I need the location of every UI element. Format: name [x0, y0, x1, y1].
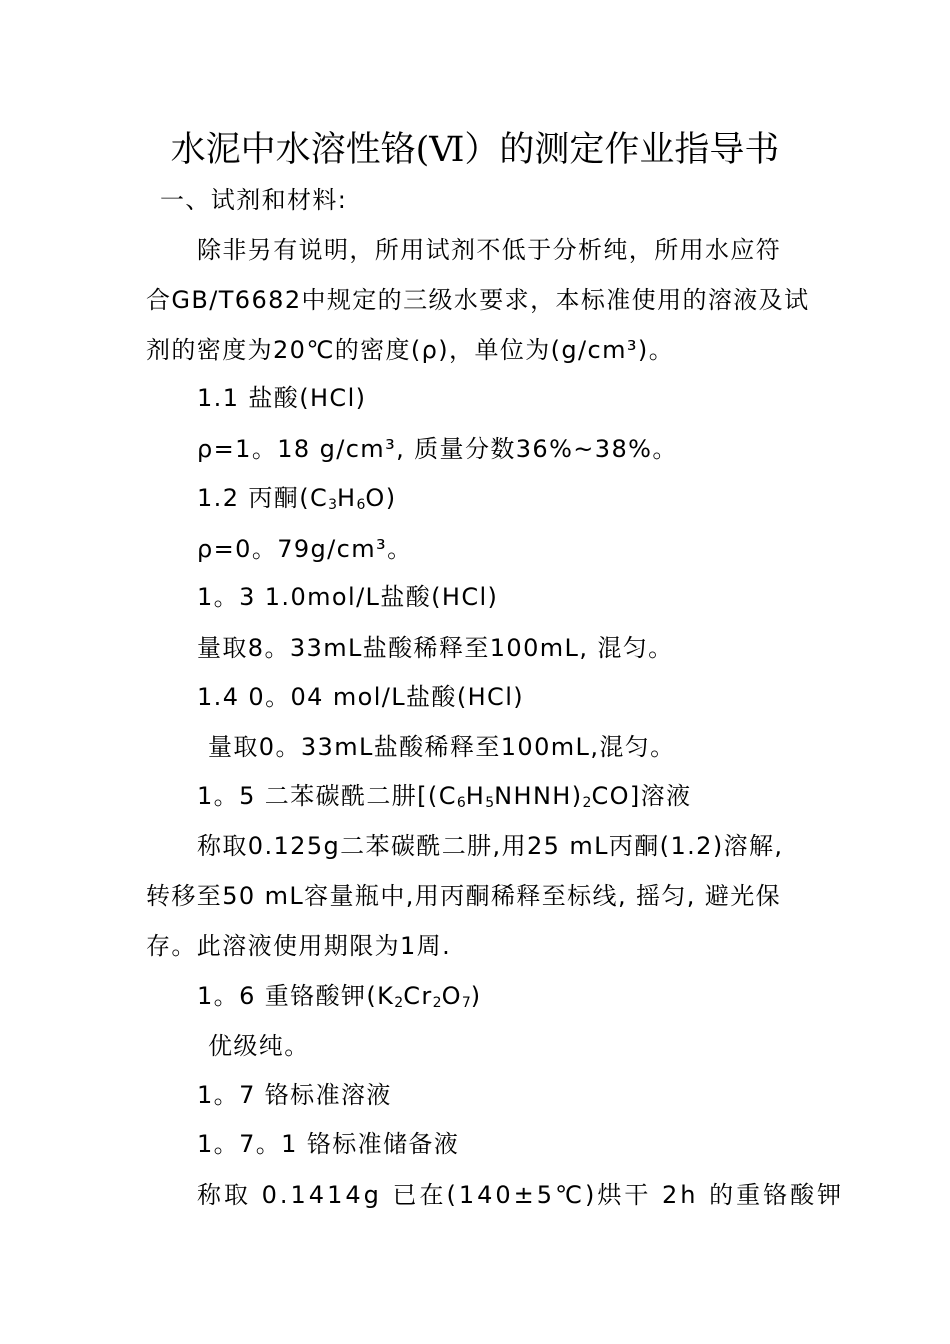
- item-desc-1-1: ρ=1。18 g/cm³, 质量分数36%~38%。: [197, 435, 678, 463]
- item-desc-1-5-line-1: 称取0.125g二苯碳酰二肼,用25 mL丙酮(1.2)溶解,: [197, 832, 784, 860]
- intro-line-1: 除非另有说明，所用试剂不低于分析纯，所用水应符: [197, 236, 782, 264]
- item-heading-1-6: 1。6 重铬酸钾$(K_2Cr_2O_7)$: [197, 982, 482, 1011]
- item-desc-1-4: 量取0。33mL盐酸稀释至100mL,混匀。: [208, 733, 676, 761]
- item-desc-1-6: 优级纯。: [208, 1032, 310, 1060]
- item-heading-1-4: 1.4 0。04 mol/L盐酸(HCl): [197, 683, 525, 711]
- item-desc-1-7-1: 称取 0.1414g 已在(140±5℃)烘干 2h 的重铬酸钾: [197, 1181, 845, 1209]
- item-desc-1-2: ρ=0。79g/cm³。: [197, 535, 413, 563]
- item-heading-1-2: 1.2 丙酮$(C_3H_6O)$: [197, 484, 397, 513]
- intro-line-3: 剂的密度为20℃的密度(ρ)，单位为(g/cm³)。: [146, 336, 675, 364]
- item-desc-1-5-line-2: 转移至50 mL容量瓶中,用丙酮稀释至标线, 摇匀, 避光保: [146, 882, 782, 910]
- section-heading: 一、试剂和材料:: [160, 186, 348, 214]
- item-heading-1-1: 1.1 盐酸(HCl): [197, 384, 367, 412]
- item-desc-1-3: 量取8。33mL盐酸稀释至100mL, 混匀。: [197, 634, 674, 662]
- item-heading-1-3: 1。3 1.0mol/L盐酸(HCl): [197, 583, 499, 611]
- item-heading-1-7-1: 1。7。1 铬标准储备液: [197, 1130, 460, 1158]
- item-desc-1-5-line-3: 存。此溶液使用期限为1周.: [146, 932, 452, 960]
- item-heading-1-7: 1。7 铬标准溶液: [197, 1081, 392, 1109]
- intro-line-2: 合GB/T6682中规定的三级水要求，本标准使用的溶液及试: [146, 286, 810, 314]
- document-title: 水泥中水溶性铬(Ⅵ）的测定作业指导书: [170, 130, 780, 170]
- item-heading-1-5: 1。5 二苯碳酰二肼$[(C_6H_5NHNH)_2CO]$溶液: [197, 782, 692, 811]
